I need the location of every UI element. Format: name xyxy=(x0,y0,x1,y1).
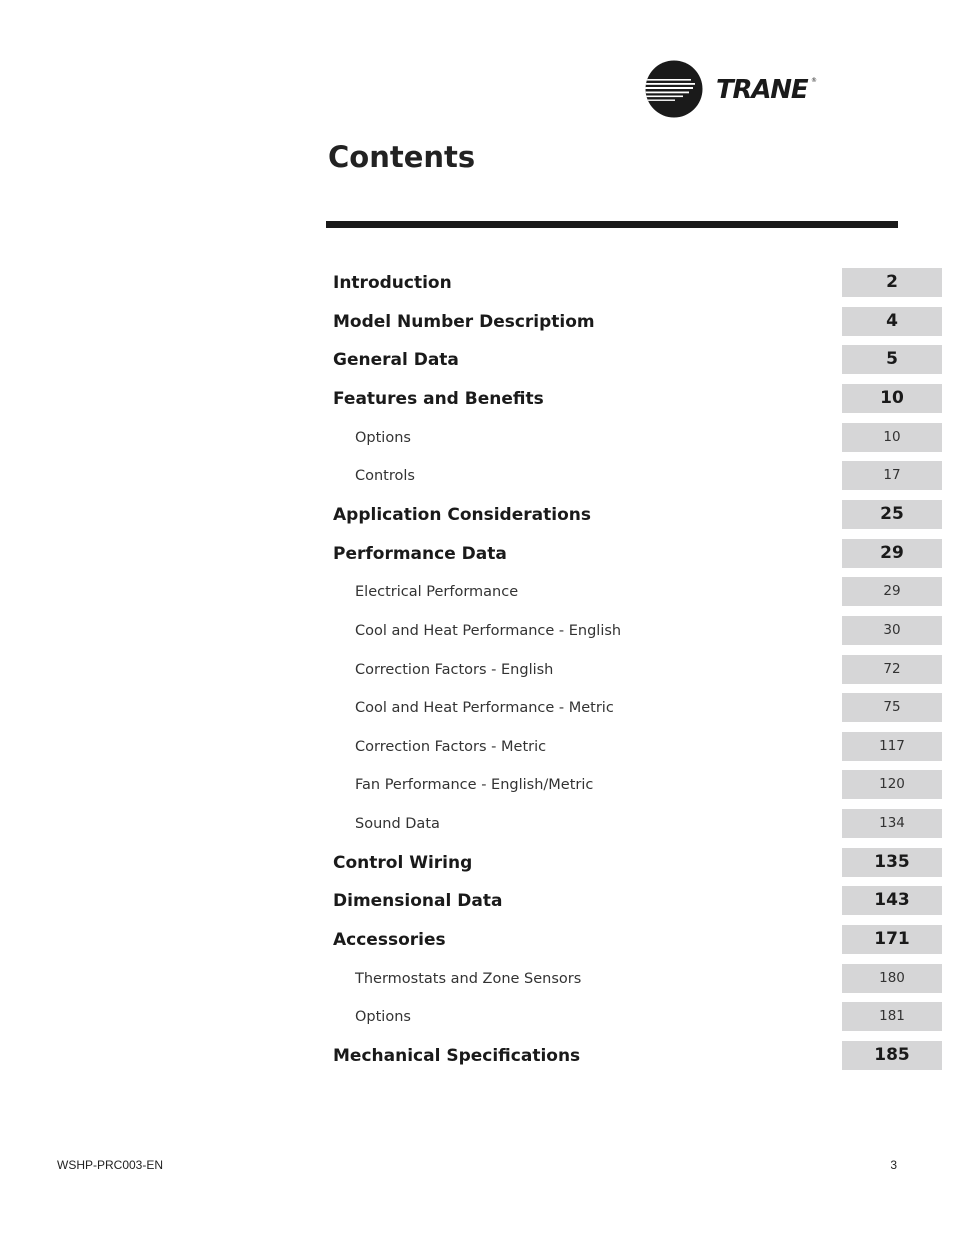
toc-entry-label: Model Number Descriptiom xyxy=(333,312,595,332)
toc-page-number: 120 xyxy=(842,770,942,799)
toc-entry-label: Options xyxy=(355,430,411,446)
toc-entry-label: Cool and Heat Performance - Metric xyxy=(355,700,614,716)
svg-text:®: ® xyxy=(811,77,817,84)
page-title: Contents xyxy=(328,140,476,174)
toc-page-number: 25 xyxy=(842,500,942,529)
toc-entry[interactable] xyxy=(0,964,954,994)
toc-page-number: 181 xyxy=(842,1002,942,1031)
toc-entry-label: Mechanical Specifications xyxy=(333,1046,581,1066)
toc-page-number: 5 xyxy=(842,345,942,374)
toc-entry[interactable] xyxy=(0,925,954,955)
brand-wordmark: TRANE xyxy=(716,75,808,105)
toc-entry[interactable] xyxy=(0,577,954,607)
toc-entry[interactable] xyxy=(0,1041,954,1071)
toc-entry[interactable] xyxy=(0,655,954,685)
toc-page-number: 72 xyxy=(842,655,942,684)
toc-page-number: 4 xyxy=(842,307,942,336)
toc-entry[interactable] xyxy=(0,770,954,800)
toc-entry-label: Electrical Performance xyxy=(355,584,519,600)
toc-entry-label: Options xyxy=(355,1009,411,1025)
toc-entry-label: Introduction xyxy=(333,273,452,293)
toc-page-number: 75 xyxy=(842,693,942,722)
toc-entry[interactable] xyxy=(0,539,954,569)
toc-entry-label: Control Wiring xyxy=(333,853,473,873)
toc-entry[interactable] xyxy=(0,307,954,337)
toc-entry-label: Cool and Heat Performance - English xyxy=(355,623,622,639)
toc-page-number: 135 xyxy=(842,848,942,877)
toc-page-number: 117 xyxy=(842,732,942,761)
toc-entry[interactable] xyxy=(0,384,954,414)
document-id: WSHP-PRC003-EN xyxy=(57,1158,164,1172)
toc-entry[interactable] xyxy=(0,268,954,298)
toc-entry-label: General Data xyxy=(333,350,459,370)
toc-entry[interactable] xyxy=(0,809,954,839)
toc-entry-label: Thermostats and Zone Sensors xyxy=(355,971,582,987)
toc-entry-label: Fan Performance - English/Metric xyxy=(355,777,594,793)
toc-entry-label: Sound Data xyxy=(355,816,440,832)
toc-page-number: 143 xyxy=(842,886,942,915)
toc-entry-label: Controls xyxy=(355,468,415,484)
toc-entry[interactable] xyxy=(0,732,954,762)
toc-entry[interactable] xyxy=(0,461,954,491)
toc-entry-label: Performance Data xyxy=(333,544,507,564)
toc-page-number: 10 xyxy=(842,423,942,452)
toc-page-number: 10 xyxy=(842,384,942,413)
toc-entry[interactable] xyxy=(0,886,954,916)
toc-entry-label: Application Considerations xyxy=(333,505,591,525)
toc-entry-label: Accessories xyxy=(333,930,446,950)
toc-entry[interactable] xyxy=(0,848,954,878)
toc-entry[interactable] xyxy=(0,693,954,723)
toc-entry[interactable] xyxy=(0,616,954,646)
toc-entry-label: Correction Factors - Metric xyxy=(355,739,547,755)
toc-page-number: 134 xyxy=(842,809,942,838)
page-number: 3 xyxy=(890,1158,897,1172)
toc-page-number: 29 xyxy=(842,539,942,568)
toc-page-number: 30 xyxy=(842,616,942,645)
toc-page-number: 17 xyxy=(842,461,942,490)
toc-entry[interactable] xyxy=(0,500,954,530)
toc-entry-label: Correction Factors - English xyxy=(355,662,554,678)
toc-page-number: 180 xyxy=(842,964,942,993)
toc-page-number: 29 xyxy=(842,577,942,606)
toc-entry[interactable] xyxy=(0,1002,954,1032)
toc-page-number: 2 xyxy=(842,268,942,297)
toc-entry-label: Features and Benefits xyxy=(333,389,544,409)
toc-entry[interactable] xyxy=(0,423,954,453)
toc-page-number: 171 xyxy=(842,925,942,954)
toc-page-number: 185 xyxy=(842,1041,942,1070)
toc-entry[interactable] xyxy=(0,345,954,375)
toc-entry-label: Dimensional Data xyxy=(333,891,503,911)
